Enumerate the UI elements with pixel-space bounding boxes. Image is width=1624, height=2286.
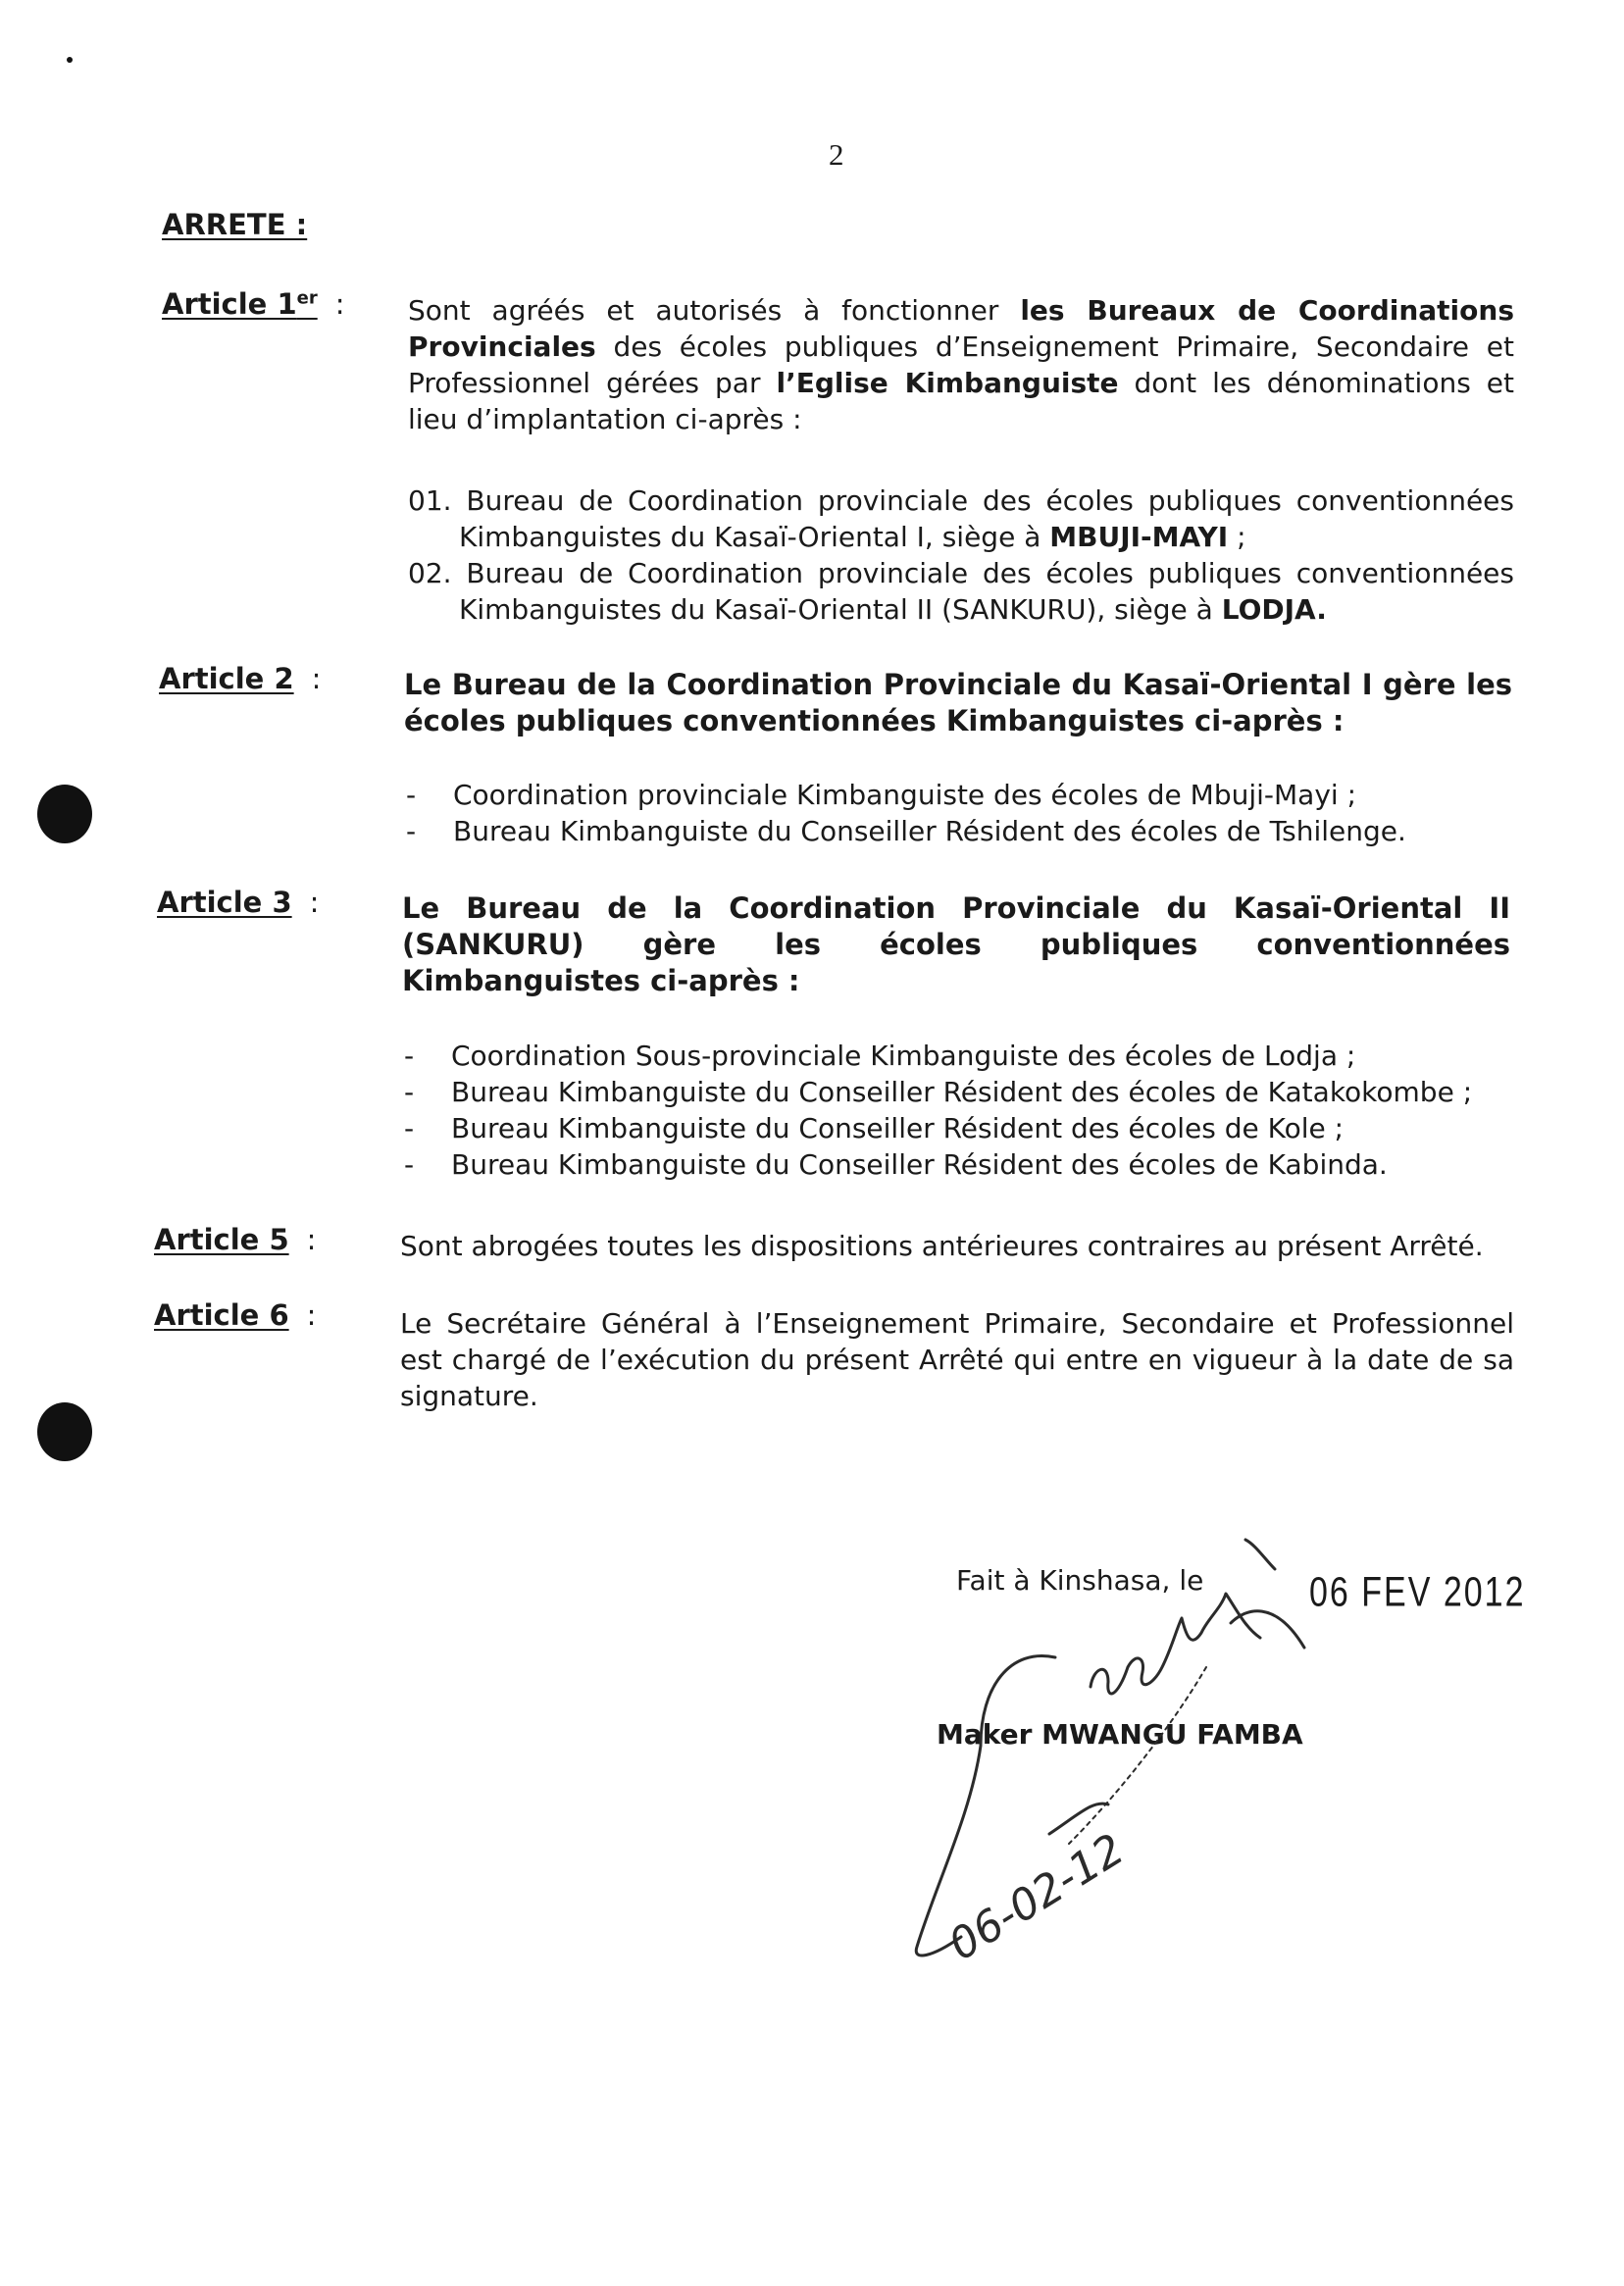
list-item: - Bureau Kimbanguiste du Conseiller Résident des écoles de Kabinda. [404, 1148, 1388, 1181]
article-2-paragraph: Le Bureau de la Coordination Provinciale du Kasaï-Oriental I gère les écoles publiques conventionnées Kimbanguistes ci-après : [404, 668, 1512, 737]
signatory-name: Maker MWANGU FAMBA [937, 1718, 1303, 1751]
signature-date-stamp: 06 FEV 2012 [1309, 1569, 1526, 1616]
article-2-label: Article 2 : [159, 662, 322, 695]
list-item: - Bureau Kimbanguiste du Conseiller Résident des écoles de Tshilenge. [406, 815, 1406, 847]
article-5-label: Article 5 : [154, 1223, 317, 1256]
article-3-label: Article 3 : [157, 886, 320, 919]
page-number: 2 [829, 137, 844, 172]
list-item: - Coordination provinciale Kimbanguiste des écoles de Mbuji-Mayi ; [406, 779, 1357, 811]
article-6-paragraph: Le Secrétaire Général à l’Enseignement Primaire, Secondaire et Professionnel est chargé de l’exécution du présent Arrêté qui entre en vigueur à la date de sa signature. [400, 1307, 1514, 1412]
article-1-paragraph: Sont agréés et autorisés à fonctionner les Bureaux de Coordinations Provinciales des écoles publiques d’Enseignement Primaire, Secondaire et Professionnel gérées par l’Eglise Kimbanguiste dont les dénominations et lieu d’implantation ci-après : [408, 294, 1515, 435]
list-item: - Bureau Kimbanguiste du Conseiller Résident des écoles de Kole ; [404, 1112, 1345, 1144]
list-item: - Bureau Kimbanguiste du Conseiller Résident des écoles de Katakokombe ; [404, 1076, 1473, 1108]
article-1-title: Article 1er [162, 287, 318, 321]
list-item: - Coordination Sous-provinciale Kimbanguiste des écoles de Lodja ; [404, 1040, 1356, 1072]
list-item: 02. Bureau de Coordination provinciale des écoles publiques conventionnées Kimbanguistes du Kasaï-Oriental II (SANKURU), siège à LODJA. [408, 557, 1514, 626]
article-6-label: Article 6 : [154, 1298, 317, 1332]
decree-heading: ARRETE : [162, 208, 308, 241]
list-item: 01. Bureau de Coordination provinciale des écoles publiques conventionnées Kimbanguistes du Kasaï-Oriental I, siège à MBUJI-MAYI ; [408, 484, 1514, 553]
handwritten-date-annotation: 06-02-12 [939, 1824, 1134, 1971]
signature-place: Fait à Kinshasa, le [956, 1564, 1204, 1597]
article-1-label: Article 1er : [162, 287, 345, 321]
article-3-paragraph: Le Bureau de la Coordination Provinciale du Kasaï-Oriental II (SANKURU) gère les écoles publiques conventionnées Kimbanguistes ci-après : [402, 891, 1510, 997]
article-5-paragraph: Sont abrogées toutes les dispositions antérieures contraires au présent Arrêté. [400, 1230, 1484, 1262]
